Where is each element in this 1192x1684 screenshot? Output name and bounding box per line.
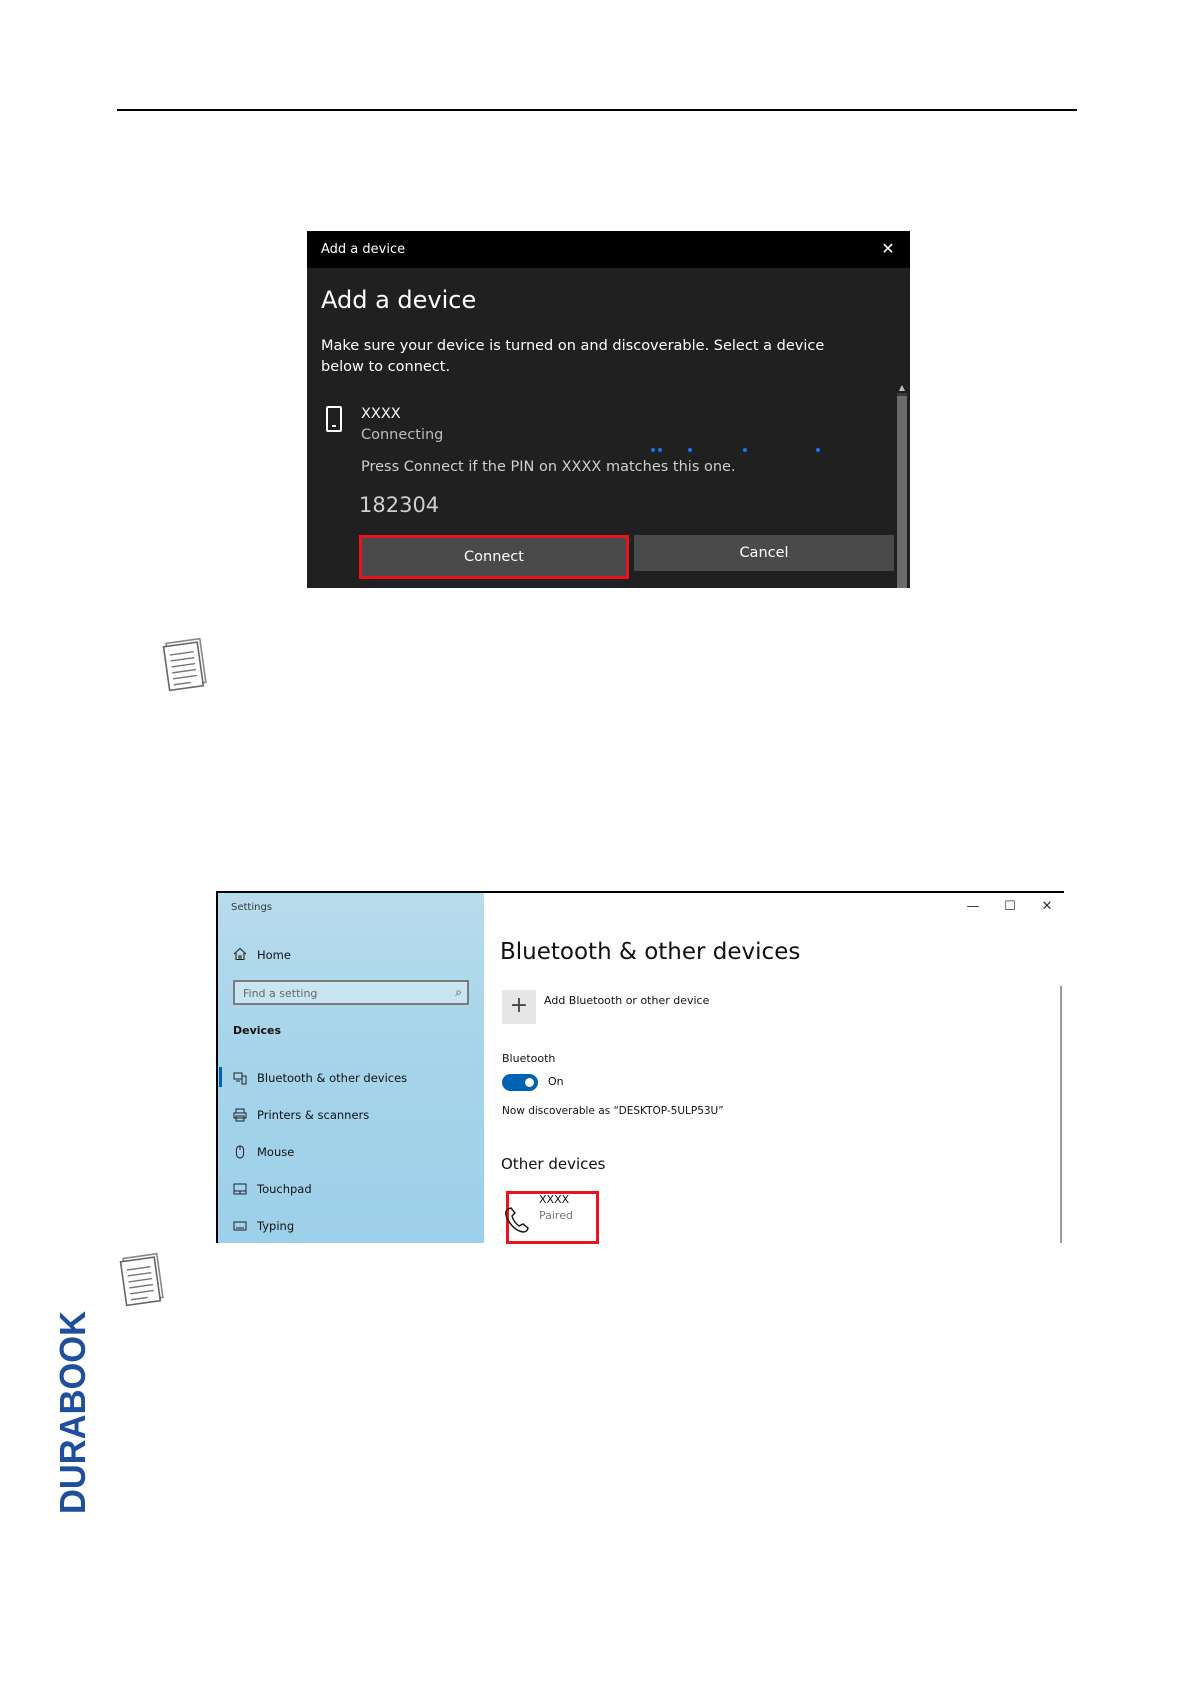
- progress-dot: [688, 448, 692, 452]
- sidebar-item-mouse[interactable]: Mouse: [257, 1145, 295, 1159]
- minimize-icon[interactable]: —: [966, 899, 980, 914]
- pin-code: 182304: [359, 493, 440, 517]
- toggle-state-label: On: [548, 1075, 564, 1088]
- search-input[interactable]: [233, 980, 469, 1005]
- printer-icon: [233, 1108, 247, 1122]
- dialog-titlebar-text: Add a device: [321, 242, 406, 257]
- settings-sidebar: [218, 893, 484, 1243]
- device-name[interactable]: XXXX: [361, 406, 401, 422]
- discoverable-text: Now discoverable as “DESKTOP-5ULP53U”: [502, 1105, 724, 1117]
- dialog-heading: Add a device: [321, 286, 477, 314]
- device-status: Connecting: [361, 427, 444, 443]
- scroll-up-icon[interactable]: ▲: [898, 383, 906, 392]
- settings-main: [484, 893, 1064, 1243]
- maximize-icon[interactable]: ☐: [1004, 899, 1016, 914]
- note-icon: [117, 1250, 167, 1306]
- search-placeholder: Find a setting: [243, 987, 318, 1000]
- durabook-logo: [52, 1302, 93, 1516]
- dialog-scrollbar-thumb[interactable]: [897, 396, 907, 588]
- progress-dot: [651, 448, 655, 452]
- window-close-icon[interactable]: ✕: [1041, 899, 1053, 914]
- main-scrollbar[interactable]: [1060, 986, 1062, 1243]
- page-title: Bluetooth & other devices: [500, 939, 801, 965]
- plus-icon[interactable]: +: [502, 990, 536, 1024]
- cancel-button[interactable]: Cancel: [634, 535, 894, 571]
- paired-device-status: Paired: [539, 1209, 573, 1222]
- add-device-dialog: [307, 231, 910, 588]
- sidebar-item-typing[interactable]: Typing: [257, 1219, 295, 1233]
- close-icon[interactable]: ✕: [881, 239, 895, 258]
- home-icon[interactable]: [233, 947, 247, 961]
- keyboard-icon: [233, 1219, 247, 1233]
- bluetooth-devices-icon: [233, 1071, 247, 1085]
- search-icon[interactable]: ⌕: [455, 985, 462, 999]
- paired-device-name[interactable]: XXXX: [539, 1193, 570, 1206]
- header-rule: [117, 109, 1077, 111]
- settings-window: [216, 891, 1064, 1243]
- nav-home[interactable]: Home: [257, 948, 291, 962]
- bluetooth-label: Bluetooth: [502, 1052, 556, 1065]
- sidebar-item-printers[interactable]: Printers & scanners: [257, 1108, 370, 1122]
- sidebar-item-bluetooth[interactable]: Bluetooth & other devices: [257, 1071, 408, 1085]
- bluetooth-toggle[interactable]: [502, 1074, 538, 1091]
- sidebar-item-touchpad[interactable]: Touchpad: [257, 1182, 312, 1196]
- logo-text: DURABOOK: [52, 1302, 93, 1514]
- touchpad-icon: [233, 1182, 247, 1196]
- progress-dot: [743, 448, 747, 452]
- toggle-knob: [525, 1078, 534, 1087]
- add-device-button[interactable]: Add Bluetooth or other device: [544, 994, 710, 1007]
- dialog-description: Make sure your device is turned on and discoverable. Select a device below to connect.: [321, 338, 825, 375]
- phone-icon: [326, 406, 342, 432]
- phone-handset-icon: [503, 1205, 529, 1235]
- connect-button[interactable]: Connect: [359, 535, 629, 579]
- active-indicator: [219, 1067, 222, 1087]
- mouse-icon: [233, 1145, 247, 1159]
- devices-section-header: Devices: [233, 1024, 282, 1037]
- dialog-titlebar: [307, 231, 910, 268]
- note-icon: [160, 635, 210, 691]
- progress-dot: [816, 448, 820, 452]
- pin-message: Press Connect if the PIN on XXXX matches this one.: [361, 459, 736, 475]
- other-devices-header: Other devices: [501, 1155, 606, 1173]
- settings-app-title: Settings: [231, 902, 273, 913]
- progress-dot: [658, 448, 662, 452]
